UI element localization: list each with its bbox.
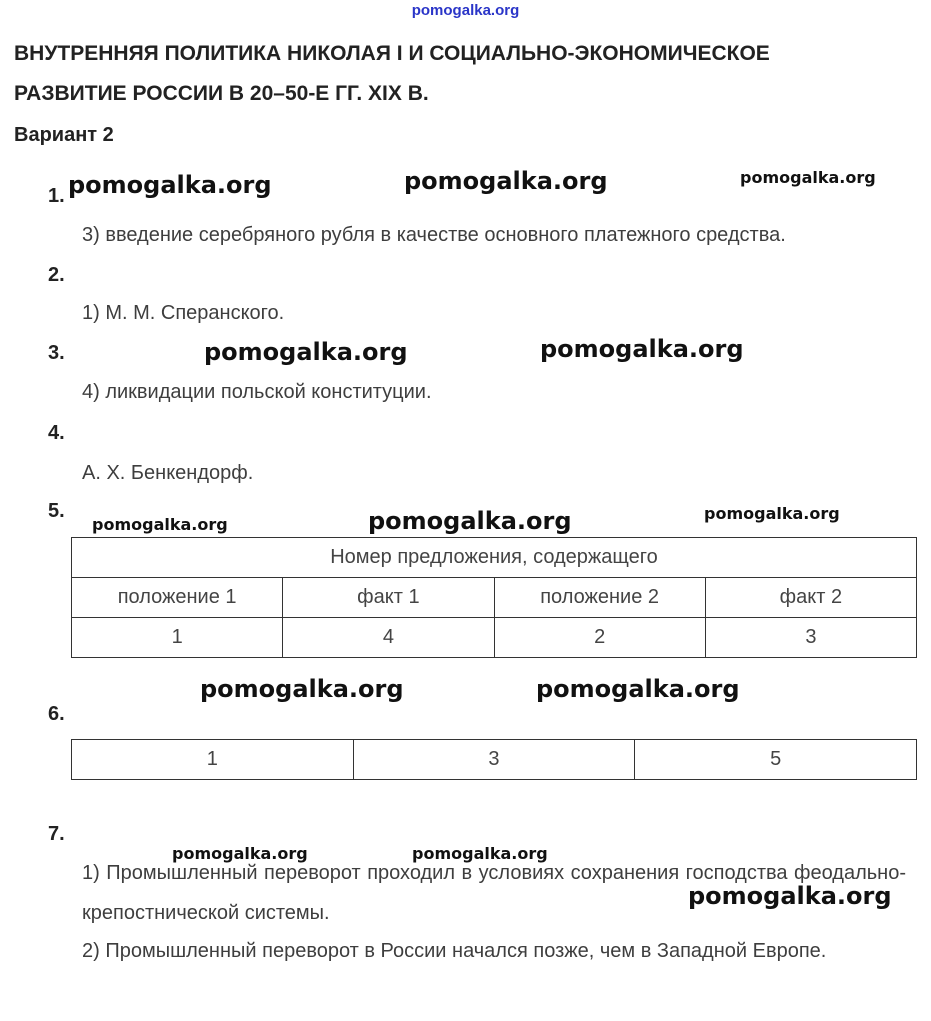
question-7-paragraph-1: 1) Промышленный переворот проходил в условиях сохранения господства феодально-крепостнической системы. (82, 862, 906, 924)
table-cell: 4 (283, 618, 494, 658)
table-cell: 2 (494, 618, 705, 658)
watermark-text: pomogalka.org (536, 675, 740, 703)
table-row (72, 618, 917, 658)
table-cell: 3 (705, 618, 916, 658)
watermark-text: pomogalka.org (740, 168, 876, 187)
table-cell: 3 (353, 740, 635, 780)
watermark-text: pomogalka.org (404, 167, 608, 195)
question-7-number: 7. (48, 823, 65, 845)
top-watermark: pomogalka.org (411, 2, 520, 19)
question-7-paragraph-2: 2) Промышленный переворот в России начался позже, чем в Западной Европе. (82, 940, 827, 962)
answer-table-6 (71, 739, 917, 780)
watermark-text: pomogalka.org (412, 844, 548, 863)
variant-label: Вариант 2 (14, 124, 114, 146)
question-6-number: 6. (48, 703, 65, 725)
title-line-2: РАЗВИТИЕ РОССИИ В 20–50-Е ГГ. XIX В. (14, 82, 429, 105)
watermark-text: pomogalka.org (200, 675, 404, 703)
question-2-number: 2. (48, 264, 65, 286)
question-1-answer: 3) введение серебряного рубля в качестве основного платежного средства. (82, 224, 786, 246)
question-4-number: 4. (48, 422, 65, 444)
table-column-header: положение 1 (72, 578, 283, 618)
table-column-header: факт 1 (283, 578, 494, 618)
watermark-text: pomogalka.org (704, 504, 840, 523)
question-2-answer: 1) М. М. Сперанского. (82, 302, 285, 324)
watermark-text: pomogalka.org (368, 507, 572, 535)
watermark-text: pomogalka.org (68, 171, 272, 199)
watermark-text: pomogalka.org (92, 515, 228, 534)
table-cell: 5 (635, 740, 917, 780)
question-5-number: 5. (48, 500, 65, 522)
table-row (72, 740, 917, 780)
answer-table-5 (71, 537, 917, 658)
watermark-text: pomogalka.org (204, 338, 408, 366)
question-1-number: 1. (48, 185, 65, 207)
question-4-answer: А. Х. Бенкендорф. (82, 462, 254, 484)
table-column-header: факт 2 (705, 578, 916, 618)
watermark-text: pomogalka.org (688, 882, 892, 910)
table-column-header: положение 2 (494, 578, 705, 618)
table-cell: 1 (72, 740, 354, 780)
watermark-text: pomogalka.org (540, 335, 744, 363)
table-header-cell: Номер предложения, содержащего (72, 538, 917, 578)
page-title (14, 34, 770, 114)
question-3-answer: 4) ликвидации польской конституции. (82, 381, 432, 403)
question-3-number: 3. (48, 342, 65, 364)
table-row (72, 578, 917, 618)
table-cell: 1 (72, 618, 283, 658)
watermark-text: pomogalka.org (172, 844, 308, 863)
title-line-1: ВНУТРЕННЯЯ ПОЛИТИКА НИКОЛАЯ I И СОЦИАЛЬНО-ЭКОНОМИЧЕСКОЕ (14, 42, 770, 65)
